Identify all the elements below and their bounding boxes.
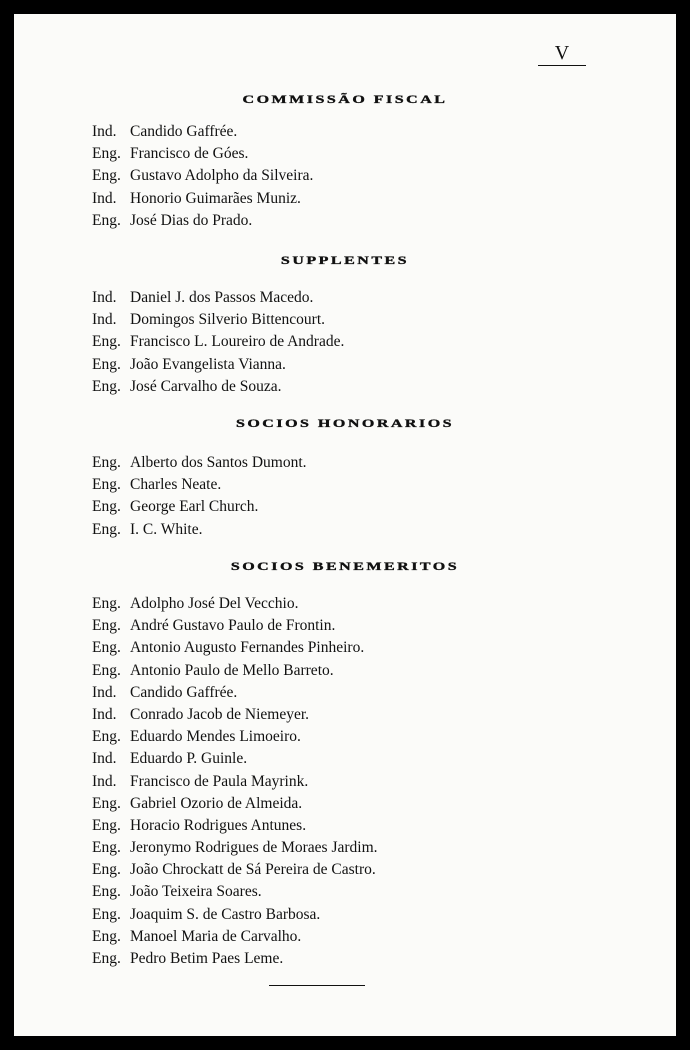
member-title: Ind. [92,311,117,329]
member-name: Francisco de Góes. [130,145,249,163]
member-entry [92,210,313,232]
member-title: Eng. [92,617,121,635]
member-entry [92,143,313,165]
member-title: Eng. [92,145,121,163]
member-name: José Dias do Prado. [130,211,253,229]
member-title: Eng. [92,520,121,538]
member-name: Francisco de Paula Mayrink. [130,772,309,790]
member-title: Eng. [92,333,121,351]
member-entry [92,771,378,793]
member-entry [92,881,378,903]
member-name: Joaquim S. de Castro Barbosa. [130,905,321,923]
member-name: Domingos Silverio Bittencourt. [130,311,326,329]
member-entry [92,331,344,353]
member-title: Ind. [92,289,117,306]
member-entry [92,726,378,748]
member-title: Ind. [92,683,117,701]
member-entry [92,188,313,210]
member-title: Eng. [92,927,121,945]
member-name: Pedro Betim Paes Leme. [130,950,284,967]
member-entry [92,837,378,859]
member-entry [92,354,344,376]
member-entry [92,682,378,704]
member-name: Candido Gaffrée. [130,683,238,701]
member-title: Ind. [92,705,117,723]
member-title: Eng. [92,167,121,185]
member-entry [92,904,378,926]
member-name: Honorio Guimarães Muniz. [130,189,301,207]
member-entry [92,593,378,615]
section-heading-supplentes: SUPPLENTES [280,254,410,267]
member-title: Eng. [92,595,121,612]
member-entry [92,948,378,970]
member-title: Eng. [92,377,121,395]
member-title: Ind. [92,123,117,140]
member-entry [92,637,378,659]
member-title: Eng. [92,861,121,879]
member-name: André Gustavo Paulo de Frontin. [130,617,336,635]
member-name: João Chrockatt de Sá Pereira de Castro. [130,861,376,879]
page-number: V [538,42,586,66]
member-title: Eng. [92,661,121,679]
section-heading-socios-benemeritos: SOCIOS BENEMERITOS [230,560,460,573]
member-entry [92,748,378,770]
member-entry [92,704,378,726]
member-entry [92,615,378,637]
member-entry [92,660,378,682]
member-title: Ind. [92,750,117,768]
member-name: Manoel Maria de Carvalho. [130,927,302,945]
member-name: Jeronymo Rodrigues de Moraes Jardim. [130,839,378,857]
member-entry [92,859,378,881]
member-name: José Carvalho de Souza. [130,377,282,395]
member-name: Francisco L. Loureiro de Andrade. [130,333,345,351]
member-list-socios-benemeritos [92,593,378,970]
member-list-supplentes [92,287,344,398]
member-title: Eng. [92,883,121,901]
member-list-commissao-fiscal [92,121,313,232]
member-name: Daniel J. dos Passos Macedo. [130,289,314,306]
member-list-socios-honorarios [92,452,307,541]
member-name: João Teixeira Soares. [130,883,262,901]
member-title: Eng. [92,476,121,494]
member-name: George Earl Church. [130,498,259,516]
member-entry [92,165,313,187]
member-name: Conrado Jacob de Niemeyer. [130,705,310,723]
member-entry [92,793,378,815]
member-entry [92,815,378,837]
section-heading-socios-honorarios: SOCIOS HONORARIOS [235,417,455,430]
member-entry [92,287,344,309]
member-entry [92,452,307,474]
member-name: Adolpho José Del Vecchio. [130,595,299,612]
member-title: Eng. [92,639,121,657]
member-title: Eng. [92,816,121,834]
member-name: João Evangelista Vianna. [130,355,286,373]
member-entry [92,474,307,496]
member-title: Eng. [92,794,121,812]
member-title: Ind. [92,189,117,207]
member-name: Antonio Augusto Fernandes Pinheiro. [130,639,365,657]
member-entry [92,309,344,331]
member-entry [92,121,313,143]
member-entry [92,926,378,948]
member-name: Charles Neate. [130,476,222,494]
member-title: Eng. [92,728,121,746]
member-title: Eng. [92,950,121,967]
closing-rule [269,985,365,986]
member-title: Eng. [92,839,121,857]
member-name: Alberto dos Santos Dumont. [130,454,307,471]
member-name: Gustavo Adolpho da Silveira. [130,167,314,185]
member-name: Horacio Rodrigues Antunes. [130,816,307,834]
member-title: Eng. [92,454,121,471]
book-page [14,14,676,1036]
member-entry [92,496,307,518]
member-name: Candido Gaffrée. [130,123,238,140]
member-title: Eng. [92,355,121,373]
member-name: Antonio Paulo de Mello Barreto. [130,661,334,679]
member-title: Eng. [92,905,121,923]
member-title: Eng. [92,498,121,516]
member-title: Ind. [92,772,117,790]
member-name: Eduardo P. Guinle. [130,750,248,768]
member-entry [92,519,307,541]
member-name: I. C. White. [130,520,203,538]
member-name: Gabriel Ozorio de Almeida. [130,794,303,812]
member-title: Eng. [92,211,121,229]
section-heading-commissao-fiscal: COMMISSÃO FISCAL [242,93,448,106]
member-name: Eduardo Mendes Limoeiro. [130,728,301,746]
member-entry [92,376,344,398]
